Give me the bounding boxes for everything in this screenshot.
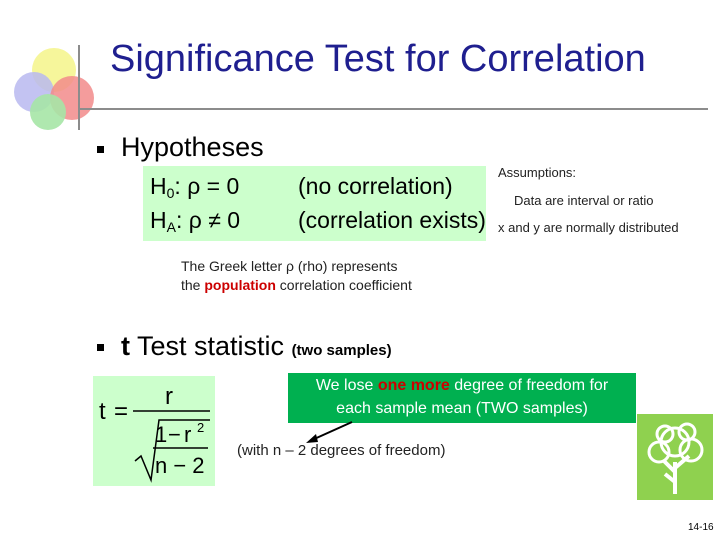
alternative-hypothesis: $H_A$: ρ ≠ 0 bbox=[150, 207, 241, 235]
hypotheses-heading: Hypotheses bbox=[121, 132, 264, 162]
formula-square: 2 bbox=[197, 420, 205, 435]
formula-one: 1 bbox=[155, 422, 168, 447]
formula-r: r bbox=[184, 422, 192, 447]
null-hypothesis-note: (no correlation) bbox=[298, 173, 453, 199]
formula-n-minus-2: n − 2 bbox=[155, 453, 205, 478]
assumption-item: x and y are normally distributed bbox=[498, 220, 679, 235]
note-line: each sample mean (TWO samples) bbox=[336, 400, 588, 417]
rho-explanation-line: The Greek letter ρ (rho) represents bbox=[181, 258, 398, 274]
bullet-marker bbox=[97, 146, 104, 153]
note-line: We lose one more degree of freedom for bbox=[315, 377, 609, 394]
null-hypothesis: $H_0$: ρ = 0 bbox=[150, 173, 240, 201]
title-vertical-rule bbox=[78, 45, 80, 130]
formula-equals: = bbox=[114, 398, 129, 425]
t-test-heading: t Test statistic (two samples) bbox=[121, 331, 392, 361]
formula-numerator: r bbox=[165, 383, 173, 410]
t-statistic-formula bbox=[93, 376, 215, 486]
slide-number: 14-16 bbox=[688, 522, 714, 533]
formula-graphic bbox=[93, 376, 215, 486]
title-underline bbox=[78, 108, 708, 110]
rho-explanation-line: the population correlation coefficient bbox=[181, 277, 412, 293]
degrees-of-freedom-note bbox=[288, 373, 636, 423]
alternative-hypothesis-note: (correlation exists) bbox=[298, 207, 486, 233]
population-highlight: population bbox=[204, 277, 276, 293]
degrees-of-freedom-caption: (with n – 2 degrees of freedom) bbox=[237, 442, 446, 459]
formula-minus: − bbox=[168, 422, 181, 447]
one-more-highlight: one more bbox=[377, 377, 450, 394]
assumption-item: Data are interval or ratio bbox=[514, 193, 654, 208]
tree-icon bbox=[635, 412, 715, 502]
slide-title: Significance Test for Correlation bbox=[110, 38, 646, 80]
bullet-marker bbox=[97, 344, 104, 351]
assumptions-title: Assumptions: bbox=[498, 165, 577, 180]
rho-explanation bbox=[181, 257, 412, 295]
formula-t: t bbox=[99, 398, 106, 425]
colored-circles-logo bbox=[8, 40, 100, 132]
